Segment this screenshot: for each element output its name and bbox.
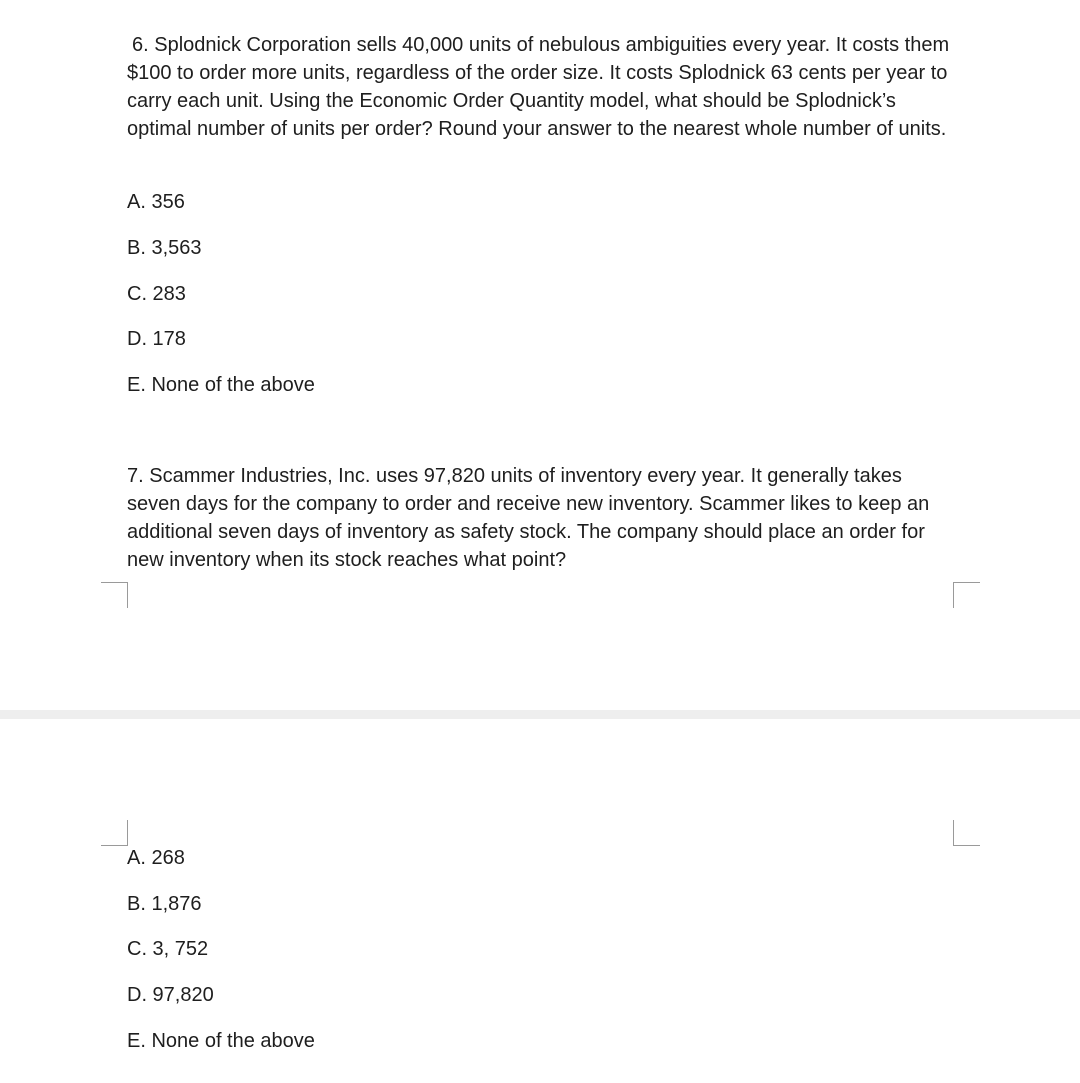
question-6-text: 6. Splodnick Corporation sells 40,000 units of nebulous ambiguities every year. It costs them $100 to order more units, regardless of the order size. It costs Splodnick 63 cents per year to carry each unit. Using the Economic Order Quantity model, what should be Splodnick’s optimal number of units per order? Round your answer to the nearest whole number of units. — [127, 34, 950, 140]
question-6-option-d: D. 178 — [127, 328, 186, 350]
question-6-option-e: E. None of the above — [127, 374, 315, 396]
question-6-option-c: C. 283 — [127, 283, 186, 305]
page-break-separator — [0, 710, 1080, 719]
margin-corner-mark — [101, 582, 128, 608]
question-7-option-d: D. 97,820 — [127, 984, 214, 1006]
margin-corner-mark — [101, 820, 128, 846]
question-6-option-a: A. 356 — [127, 191, 185, 213]
question-7-option-e: E. None of the above — [127, 1030, 315, 1052]
margin-corner-mark — [953, 582, 980, 608]
question-7-text: 7. Scammer Industries, Inc. uses 97,820 units of inventory every year. It generally takes seven days for the company to order and receive new inventory. Scammer likes to keep an additional seven days of inventory as safety stock. The company should place an order for new inventory when its stock reaches what point? — [127, 465, 930, 571]
question-7-option-c: C. 3, 752 — [127, 938, 209, 960]
question-7-option-a: A. 268 — [127, 847, 185, 869]
margin-corner-mark — [953, 820, 980, 846]
question-7-option-b: B. 1,876 — [127, 893, 202, 915]
question-6-option-b: B. 3,563 — [127, 237, 202, 259]
